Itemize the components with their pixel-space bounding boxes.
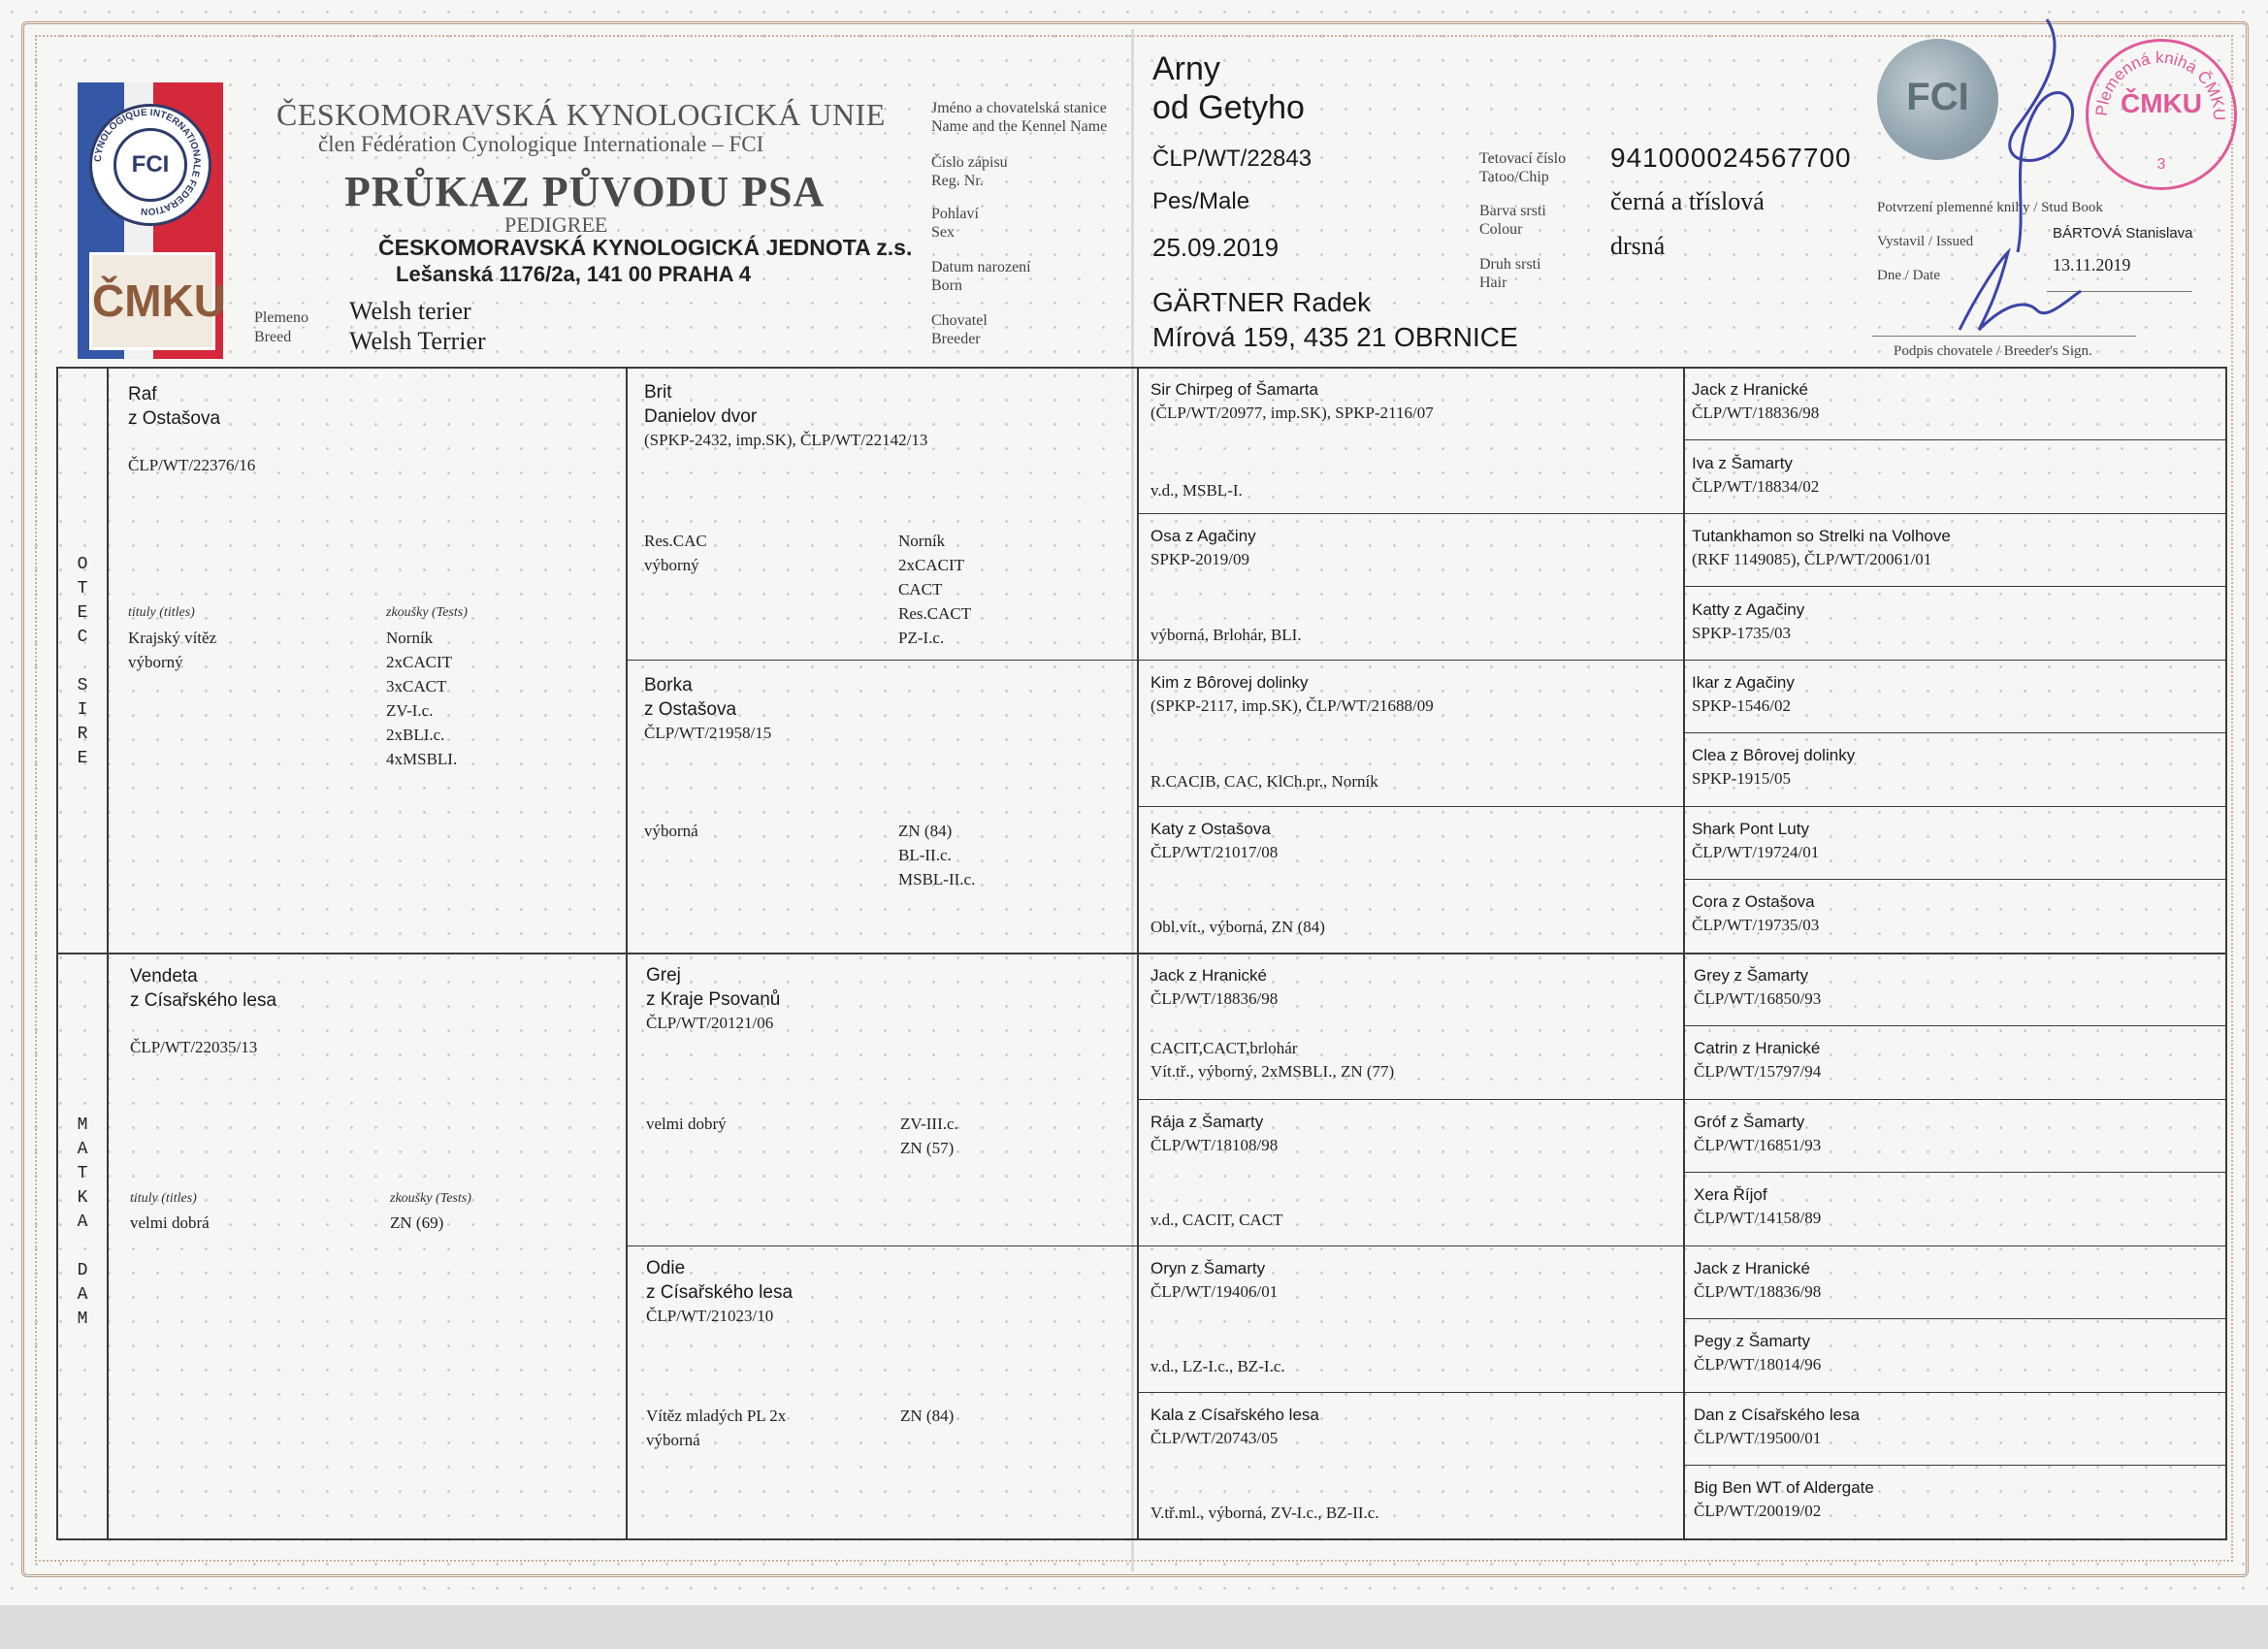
tattoo-label-en: Tatoo/Chip	[1479, 169, 1549, 185]
fci-emblem	[89, 104, 211, 226]
gen2-kennel: Danielov dvor	[644, 406, 758, 427]
gen2-kennel: z Ostašova	[644, 699, 737, 720]
gen4-reg: ČLP/WT/20019/02	[1694, 1502, 1822, 1520]
breed-label: Plemeno	[254, 309, 308, 326]
breed-label-en: Breed	[254, 329, 292, 345]
gen2-tests: ZN (84)	[900, 1406, 955, 1425]
gen4-cell	[1694, 1257, 1821, 1304]
document-title: PRŮKAZ PŮVODU PSA	[344, 168, 826, 215]
gen3-name: Osa z Agačiny	[1150, 527, 1256, 545]
gen3-info: výborná, Brlohár, BLI.	[1150, 626, 1302, 644]
gen3-name: Oryn z Šamarty	[1150, 1259, 1266, 1277]
gen3-name: Katy z Ostašova	[1150, 820, 1271, 838]
grid-row-s1	[1683, 439, 2227, 440]
gen4-name: Iva z Šamarty	[1692, 454, 1793, 472]
gen4-reg: ČLP/WT/16850/93	[1694, 989, 1822, 1008]
gen3-cell	[1150, 964, 1278, 1011]
svg-text:CYNOLOGIQUE INTERNATIONALE FED: CYNOLOGIQUE INTERNATIONALE FEDERATION	[92, 107, 203, 217]
gen3-cell	[1150, 671, 1434, 718]
document-subtitle: PEDIGREE	[504, 212, 608, 237]
tattoo-value: 941000024567700	[1610, 143, 1852, 173]
sire-tests-label: zkoušky (Tests)	[386, 605, 468, 620]
gen3-cell	[1150, 525, 1256, 571]
gen4-cell	[1692, 818, 1819, 864]
gen3-cell	[1150, 818, 1278, 864]
dam-reg: ČLP/WT/22035/13	[130, 1038, 258, 1056]
gen3-reg: SPKP-2019/09	[1150, 550, 1250, 568]
gen3-reg: ČLP/WT/21017/08	[1150, 843, 1279, 861]
gen4-name: Dan z Císařského lesa	[1694, 1406, 1861, 1424]
grid-row-s11	[1683, 1172, 2227, 1173]
sire-titles: Krajský vítěz výborný	[128, 629, 217, 671]
gen4-reg: ČLP/WT/18834/02	[1692, 477, 1820, 496]
sex-value: Pes/Male	[1152, 188, 1250, 214]
grid-row-e5	[1137, 1099, 2227, 1100]
grid-top	[56, 367, 2227, 369]
gen4-name: Katty z Agačiny	[1692, 600, 1805, 619]
club-name: ČESKOMORAVSKÁ KYNOLOGICKÁ JEDNOTA z.s.	[378, 235, 913, 260]
gen3-cell	[1150, 1111, 1278, 1157]
stamp-logo: ČMKU	[2121, 88, 2202, 118]
gen3-info: v.d., MSBL-I.	[1150, 481, 1243, 500]
gen4-name: Big Ben WT of Aldergate	[1694, 1478, 1874, 1497]
gen3-info: CACIT,CACT,brlohár Vít.tř., výborný, 2xMSBLI., ZN (77)	[1150, 1039, 1395, 1081]
gen2-name: Odie	[646, 1258, 686, 1278]
colour-value: černá a tříslová	[1610, 187, 1765, 215]
gen2-name: Grej	[646, 965, 681, 986]
gen2-titles: Vítěz mladých PL 2x výborná	[646, 1406, 787, 1449]
gen3-name: Kala z Císařského lesa	[1150, 1406, 1319, 1424]
born-label: Datum narození	[931, 259, 1031, 275]
gen2-kennel: z Kraje Psovanů	[646, 989, 781, 1010]
grid-row-s3	[1683, 586, 2227, 587]
gen3-info: Obl.vít., výborná, ZN (84)	[1150, 918, 1325, 936]
sire-reg: ČLP/WT/22376/16	[128, 456, 256, 474]
gen4-name: Catrin z Hranické	[1694, 1039, 1821, 1057]
gen4-name: Jack z Hranické	[1692, 380, 1808, 399]
signature-scribble	[1901, 10, 2154, 359]
gen4-cell	[1692, 598, 1804, 645]
gen4-cell	[1692, 744, 1855, 791]
gen3-reg: (SPKP-2117, imp.SK), ČLP/WT/21688/09	[1150, 696, 1434, 715]
dam-tests-label: zkoušky (Tests)	[390, 1191, 471, 1206]
gen4-reg: SPKP-1735/03	[1692, 624, 1792, 642]
gen2-name: Borka	[644, 675, 693, 695]
colour-label: Barva srsti	[1479, 203, 1546, 219]
sire-side-label: O T E C S I R E	[77, 555, 88, 768]
dog-name: Arny	[1152, 50, 1220, 87]
gen4-reg: ČLP/WT/18014/96	[1694, 1355, 1822, 1374]
grid-row-s9	[1683, 1025, 2227, 1026]
gen4-reg: ČLP/WT/18836/98	[1694, 1282, 1822, 1301]
gen4-name: Jack z Hranické	[1694, 1259, 1810, 1277]
gen3-cell	[1150, 1404, 1319, 1450]
gen4-cell	[1694, 1183, 1821, 1230]
gen4-name: Xera Říjof	[1694, 1185, 1767, 1204]
org-membership: člen Fédération Cynologique Internationale – FCI	[318, 132, 764, 156]
gen2-reg: ČLP/WT/21958/15	[644, 724, 772, 742]
grid-bottom	[56, 1538, 2227, 1540]
gen4-cell	[1692, 378, 1819, 425]
gen2-cell	[644, 380, 927, 452]
gen4-reg: SPKP-1915/05	[1692, 769, 1792, 788]
gen2-reg: ČLP/WT/21023/10	[646, 1307, 774, 1325]
gen4-cell	[1694, 1404, 1860, 1450]
gen3-name: Sir Chirpeg of Šamarta	[1150, 380, 1318, 399]
gen3-cell	[1150, 378, 1434, 425]
gen4-cell	[1694, 1037, 1821, 1083]
breeder-label-en: Breeder	[931, 331, 981, 347]
grid-row-half	[56, 953, 2227, 954]
dam-titles-label: tituly (titles)	[130, 1191, 197, 1206]
gen2-cell	[646, 1256, 793, 1328]
sire-titles-label: tituly (titles)	[128, 605, 195, 620]
dam-tests: ZN (69)	[390, 1213, 444, 1232]
page-fold	[1131, 29, 1134, 1571]
gen3-reg: ČLP/WT/19406/01	[1150, 1282, 1279, 1301]
name-label: Jméno a chovatelská stanice	[931, 100, 1107, 116]
gen3-reg: ČLP/WT/18108/98	[1150, 1136, 1279, 1154]
dam-cell	[130, 964, 276, 1059]
dam-name: Vendeta	[130, 966, 198, 986]
gen4-cell	[1692, 890, 1819, 937]
gen4-name: Shark Pont Luty	[1692, 820, 1809, 838]
reg-value: ČLP/WT/22843	[1152, 146, 1312, 172]
gen4-name: Gróf z Šamarty	[1694, 1113, 1805, 1131]
gen2-reg: ČLP/WT/20121/06	[646, 1014, 774, 1032]
sire-cell	[128, 382, 255, 477]
grid-row-s15	[1683, 1465, 2227, 1466]
gen2-cell	[646, 963, 780, 1035]
gen3-info: V.tř.ml., výborná, ZV-I.c., BZ-II.c.	[1150, 1504, 1379, 1522]
hair-label-en: Hair	[1479, 275, 1507, 291]
gen2-titles: velmi dobrý	[646, 1115, 727, 1133]
gen4-name: Pegy z Šamarty	[1694, 1332, 1810, 1350]
grid-row-s13	[1683, 1318, 2227, 1319]
colour-label-en: Colour	[1479, 221, 1523, 238]
breeder-name: GÄRTNER Radek	[1152, 287, 1372, 317]
grid-row-e1	[1137, 513, 2227, 514]
grid-row-s7	[1683, 879, 2227, 880]
studbook-confirm-label: Potvrzení plemenné knihy / Stud Book	[1877, 200, 2103, 215]
gen4-reg: ČLP/WT/19724/01	[1692, 843, 1820, 861]
cmku-logo-text: ČMKU	[92, 275, 226, 326]
gen4-name: Cora z Ostašova	[1692, 892, 1815, 911]
gen2-tests: ZV-III.c. ZN (57)	[900, 1115, 958, 1157]
cmku-logo	[78, 82, 226, 359]
date-label: Dne / Date	[1877, 268, 1940, 283]
breed-cz: Welsh terier	[349, 297, 471, 325]
sire-name: Raf	[128, 384, 157, 404]
gen4-name: Grey z Šamarty	[1694, 966, 1809, 985]
gen4-cell	[1692, 671, 1795, 718]
gen4-reg: ČLP/WT/19500/01	[1694, 1429, 1822, 1447]
gen3-info: v.d., CACIT, CACT	[1150, 1211, 1283, 1229]
born-value: 25.09.2019	[1152, 233, 1280, 262]
gen4-reg: ČLP/WT/14158/89	[1694, 1209, 1822, 1227]
hair-label: Druh srsti	[1479, 256, 1541, 273]
sire-kennel: z Ostašova	[128, 408, 221, 429]
gen2-titles: výborná	[644, 822, 698, 840]
hair-value: drsná	[1610, 232, 1666, 260]
gen3-name: Kim z Bôrovej dolinky	[1150, 673, 1309, 692]
issued-value: BÁRTOVÁ Stanislava	[2053, 225, 2193, 242]
gen3-reg: ČLP/WT/18836/98	[1150, 989, 1279, 1008]
gen4-name: Tutankhamon so Strelki na Volhove	[1692, 527, 1951, 545]
grid-row-e3	[1137, 806, 2227, 807]
stamp-number: 3	[2156, 156, 2166, 173]
gen4-reg: SPKP-1546/02	[1692, 696, 1792, 715]
gen2-reg: (SPKP-2432, imp.SK), ČLP/WT/22142/13	[644, 431, 928, 449]
gen4-reg: (RKF 1149085), ČLP/WT/20061/01	[1692, 550, 1932, 568]
gen4-name: Ikar z Agačiny	[1692, 673, 1795, 692]
date-value: 13.11.2019	[2053, 255, 2131, 275]
gen4-reg: ČLP/WT/18836/98	[1692, 404, 1820, 422]
gen3-reg: (ČLP/WT/20977, imp.SK), SPKP-2116/07	[1150, 404, 1434, 422]
gen2-tests: ZN (84) BL-II.c. MSBL-II.c.	[898, 822, 976, 889]
grid-row-q3	[626, 1245, 2227, 1246]
issued-label: Vystavil / Issued	[1877, 234, 1974, 249]
grid-row-s5	[1683, 732, 2227, 733]
gen4-name: Clea z Bôrovej dolinky	[1692, 746, 1856, 764]
reg-label: Číslo zápisu	[931, 154, 1008, 171]
breeder-label: Chovatel	[931, 312, 988, 329]
reg-label-en: Reg. Nr.	[931, 173, 984, 189]
born-label-en: Born	[931, 277, 962, 294]
gen3-name: Rája z Šamarty	[1150, 1113, 1264, 1131]
org-name: ČESKOMORAVSKÁ KYNOLOGICKÁ UNIE	[276, 97, 886, 132]
hologram-text: FCI	[1906, 76, 1969, 118]
gen3-cell	[1150, 1257, 1278, 1304]
dam-titles: velmi dobrá	[130, 1213, 210, 1232]
gen4-reg: ČLP/WT/19735/03	[1692, 916, 1820, 934]
sire-tests: Norník 2xCACIT 3xCACT ZV-I.c. 2xBLI.c. 4xMSBLI.	[386, 629, 458, 768]
gen3-info: R.CACIB, CAC, KlCh.pr., Norník	[1150, 772, 1378, 791]
tattoo-label: Tetovací číslo	[1479, 150, 1567, 167]
dam-kennel: z Císařského lesa	[130, 990, 277, 1011]
gen3-name: Jack z Hranické	[1150, 966, 1267, 985]
gen4-cell	[1694, 1111, 1821, 1157]
kennel-name: od Getyho	[1152, 89, 1305, 126]
name-label-en: Name and the Kennel Name	[931, 118, 1108, 135]
gen2-cell	[644, 673, 771, 745]
breeder-address: Mírová 159, 435 21 OBRNICE	[1152, 322, 1518, 352]
gen4-reg: ČLP/WT/16851/93	[1694, 1136, 1822, 1154]
gen2-titles: Res.CAC výborný	[644, 532, 707, 574]
grid-row-q1	[626, 660, 2227, 661]
gen2-kennel: z Císařského lesa	[646, 1282, 794, 1303]
grid-row-e7	[1137, 1392, 2227, 1393]
cmku-emblem	[89, 252, 226, 350]
gen4-cell	[1692, 525, 1951, 571]
gen4-cell	[1694, 1476, 1874, 1523]
gen4-cell	[1694, 1330, 1821, 1376]
breeder-sign-label: Podpis chovatele / Breeder's Sign.	[1894, 343, 2092, 359]
sex-label-en: Sex	[931, 224, 955, 241]
gen4-cell	[1694, 964, 1821, 1011]
scan-margin	[0, 1605, 2268, 1649]
dam-side-label: M A T K A D A M	[77, 1116, 88, 1329]
gen4-reg: ČLP/WT/15797/94	[1694, 1062, 1822, 1081]
gen3-info: v.d., LZ-I.c., BZ-I.c.	[1150, 1357, 1285, 1375]
svg-text:Plemenná kniha ČMKU: Plemenná kniha ČMKU	[2091, 48, 2229, 121]
gen3-reg: ČLP/WT/20743/05	[1150, 1429, 1279, 1447]
gen2-tests: Norník 2xCACIT CACT Res.CACT PZ-I.c.	[898, 532, 972, 647]
club-address: Lešanská 1176/2a, 141 00 PRAHA 4	[396, 262, 752, 286]
sex-label: Pohlaví	[931, 206, 979, 222]
gen4-cell	[1692, 452, 1819, 499]
fci-logo-text: FCI	[113, 128, 187, 202]
breed-en: Welsh Terrier	[349, 327, 486, 355]
gen2-name: Brit	[644, 382, 672, 403]
